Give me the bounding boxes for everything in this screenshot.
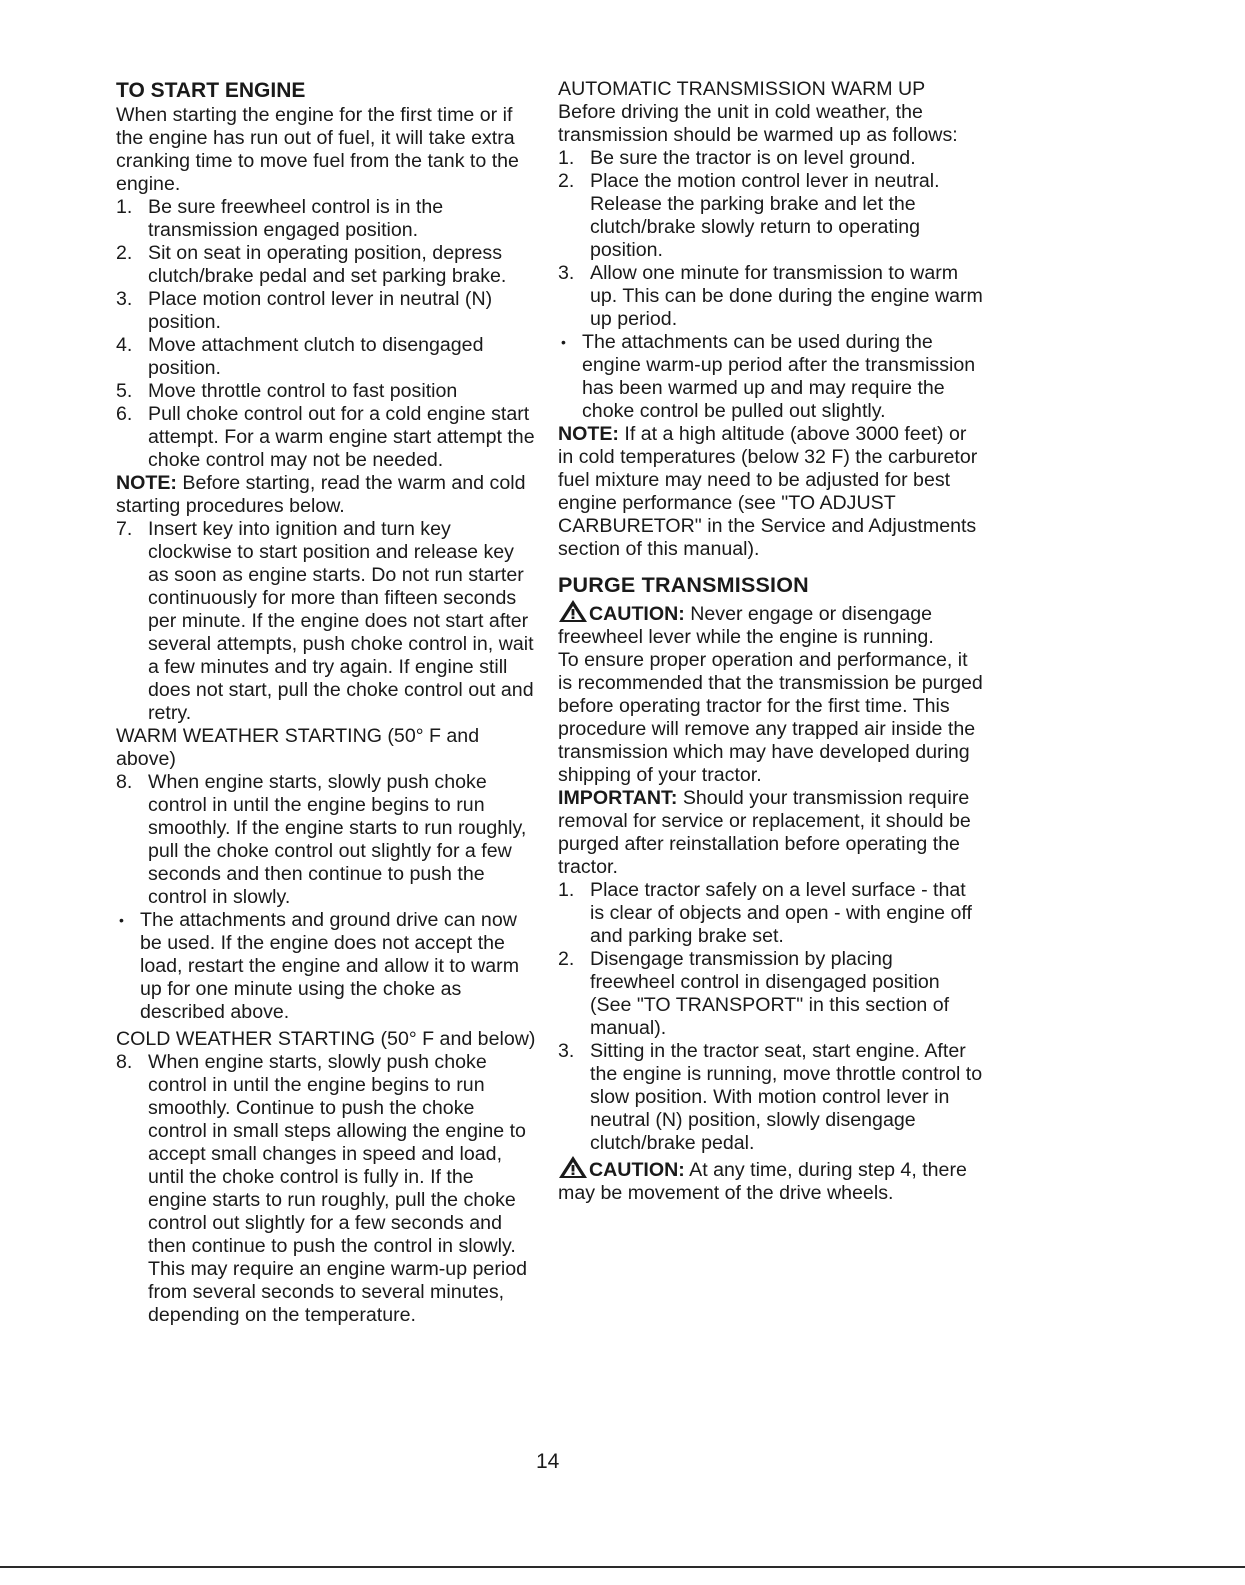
start-step: 7. Insert key into ignition and turn key clockwise to start position and release key as soon as engine starts. Do not run starter continuously for more than fifteen seconds per minute. If the engine does not start after several attempts, push choke control in, wait a few minutes and try again. If engine still does not start, pull the choke control out and retry. bbox=[116, 518, 534, 724]
start-step: 4. Move attachment clutch to disengaged position. bbox=[116, 334, 484, 379]
warning-triangle-icon bbox=[558, 599, 588, 623]
start-step: 2. Sit on seat in operating position, depress clutch/brake pedal and set parking brake. bbox=[116, 242, 507, 287]
purge-step: 1. Place tractor safely on a level surface - that is clear of objects and open - with engine off and parking brake set. bbox=[558, 879, 972, 947]
auto-step: 2. Place the motion control lever in neutral. Release the parking brake and let the clutch/brake slowly return to operating position. bbox=[558, 170, 940, 261]
note-label: NOTE: bbox=[116, 472, 177, 494]
left-column bbox=[116, 78, 536, 1327]
important-note: IMPORTANT: Should your transmission require removal for service or replacement, it should be purged after reinstallation before operating the tractor. bbox=[558, 787, 971, 878]
caution-label: CAUTION: bbox=[589, 603, 685, 625]
page-number: 14 bbox=[536, 1450, 560, 1473]
start-step: 5. Move throttle control to fast position bbox=[116, 380, 458, 402]
auto-step: 3. Allow one minute for transmission to warm up. This can be done during the engine warm up period. bbox=[558, 262, 983, 330]
start-step: 1. Be sure freewheel control is in the transmission engaged position. bbox=[116, 196, 444, 241]
caution-drive-wheels: CAUTION: At any time, during step 4, there may be movement of the drive wheels. bbox=[558, 1155, 983, 1205]
warm-weather-bullet: • The attachments and ground drive can now be used. If the engine does not accept the load, restart the engine and allow it to warm up for one minute using the choke as described above. bbox=[119, 909, 520, 1023]
auto-transmission-intro: Before driving the unit in cold weather, the transmission should be warmed up as follows: bbox=[558, 101, 958, 146]
note-label: NOTE: bbox=[558, 423, 619, 445]
purge-step: 2. Disengage transmission by placing freewheel control in disengaged position (See "TO TRANSPORT" in this section of manual). bbox=[558, 948, 950, 1039]
important-label: IMPORTANT: bbox=[558, 787, 678, 809]
right-column bbox=[558, 78, 983, 1205]
section-title-start-engine: TO START ENGINE bbox=[116, 79, 306, 102]
cold-weather-step: 8. When engine starts, slowly push choke control in until the engine begins to run smoothly. Continue to push the choke control in small steps allowing the engine to accept small changes in speed and load, until the choke control is fully in. If the engine starts to run roughly, pull the choke control out slightly for a few seconds and then continue to push the control in slowly. This may require an engine warm-up period from several seconds to several minutes, depending on the temperature. bbox=[116, 1051, 527, 1326]
warm-weather-heading: WARM WEATHER STARTING (50° F and above) bbox=[116, 725, 480, 770]
auto-step: 1. Be sure the tractor is on level ground. bbox=[558, 147, 916, 169]
bullet-dot-icon: • bbox=[119, 912, 124, 928]
section-title-purge-transmission: PURGE TRANSMISSION bbox=[558, 573, 809, 597]
auto-transmission-heading: AUTOMATIC TRANSMISSION WARM UP bbox=[558, 78, 926, 100]
start-step: 3. Place motion control lever in neutral (N) position. bbox=[116, 288, 493, 333]
warm-weather-step: 8. When engine starts, slowly push choke control in until the engine begins to run smoothly. If the engine starts to run roughly, pull the choke control out slightly for a few seconds and then continue to push the control in slowly. bbox=[116, 771, 527, 908]
bullet-dot-icon: • bbox=[561, 334, 566, 350]
start-step: 6. Pull choke control out for a cold engine start attempt. For a warm engine start attempt the choke control may not be needed. bbox=[116, 403, 535, 471]
warning-triangle-icon bbox=[558, 1155, 588, 1179]
start-engine-intro: When starting the engine for the first time or if the engine has run out of fuel, it will take extra cranking time to move fuel from the tank to the engine. bbox=[116, 104, 519, 195]
purge-step: 3. Sitting in the tractor seat, start engine. After the engine is running, move throttle control to slow position. With motion control lever in neutral (N) position, slowly disengage clutch/brake pedal. bbox=[558, 1040, 983, 1154]
purge-intro: To ensure proper operation and performance, it is recommended that the transmission be purged before operating tractor for the first time. This procedure will remove any trapped air inside the transmission which may have developed during shipping of your tractor. bbox=[558, 649, 983, 786]
start-note: NOTE: Before starting, read the warm and cold starting procedures below. bbox=[116, 472, 526, 517]
caution-label: CAUTION: bbox=[589, 1159, 685, 1181]
auto-bullet: • The attachments can be used during the engine warm-up period after the transmission has been warmed up and may require the choke control be pulled out slightly. bbox=[561, 331, 976, 422]
caution-freewheel: CAUTION: Never engage or disengage freewheel lever while the engine is running. bbox=[558, 599, 983, 649]
bottom-divider bbox=[0, 1566, 1245, 1568]
cold-weather-heading: COLD WEATHER STARTING (50° F and below) bbox=[116, 1028, 536, 1050]
altitude-note: NOTE: If at a high altitude (above 3000 feet) or in cold temperatures (below 32 F) the carburetor fuel mixture may need to be adjusted for best engine performance (see "TO ADJUST CARBURETOR" in the Service and Adjustments section of this manual). bbox=[558, 423, 978, 560]
